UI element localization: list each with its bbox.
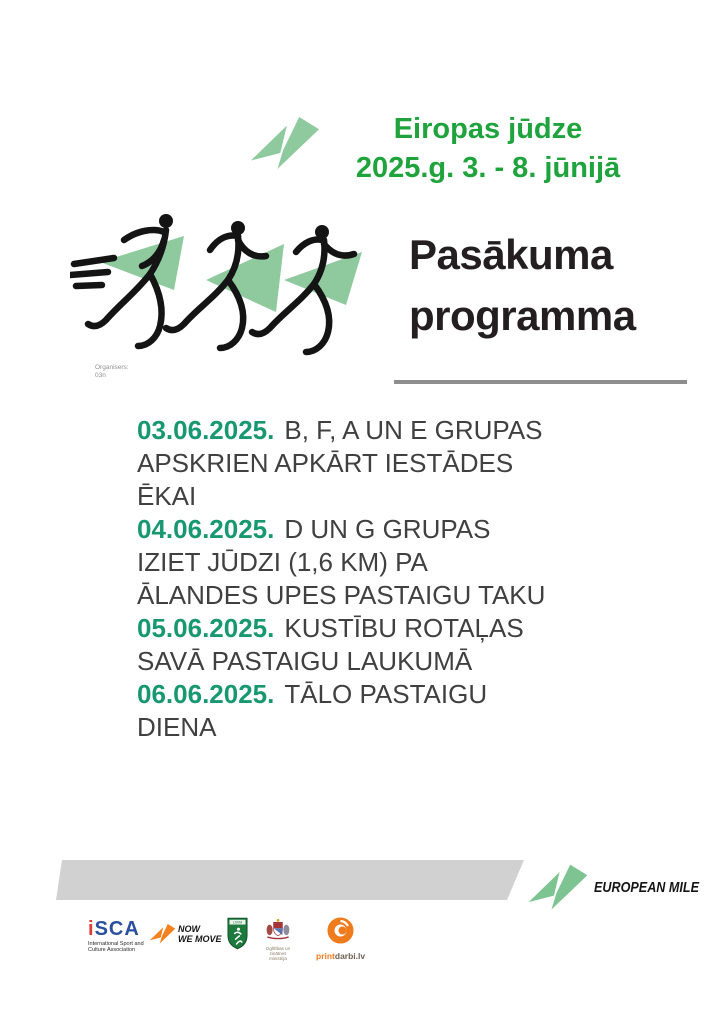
schedule-text: SAVĀ PASTAIGU LAUKUMĀ — [137, 646, 473, 676]
coat-of-arms-icon — [263, 918, 293, 940]
isca-subtext: Culture Association — [88, 947, 136, 953]
european-mile-logo — [527, 863, 719, 912]
page-title — [409, 224, 636, 346]
event-title-line1: Eiropas jūdze — [393, 113, 583, 145]
schedule-entry — [137, 678, 597, 744]
schedule-entry — [137, 414, 597, 513]
printdarbi-logo — [316, 917, 364, 961]
divider-line — [394, 380, 687, 384]
organisers-value: 03n — [95, 371, 106, 379]
ministry-subtext: Izglītības un zinātnes — [265, 946, 291, 956]
schedule-text: ĀLANDES UPES PASTAIGU TAKU — [137, 580, 546, 610]
schedule-text: TĀLO PASTAIGU — [284, 679, 488, 709]
schedule-text: DIENA — [137, 712, 217, 742]
schedule-date: 03.06.2025. — [137, 415, 275, 445]
schedule-list — [137, 414, 597, 744]
ministry-logo — [258, 918, 298, 961]
printdarbi-part1: print — [316, 951, 335, 961]
schedule-entry — [137, 513, 597, 612]
schedule-text: APSKRIEN APKĀRT IESTĀDES — [137, 448, 514, 478]
orange-ring-icon — [327, 917, 354, 944]
european-mile-label: EUROPEAN MILE — [594, 879, 700, 896]
event-title-line2: 2025.g. 3. - 8. jūnijā — [355, 152, 621, 184]
schedule-text: B, F, A UN E GRUPAS — [284, 415, 543, 445]
isca-subtext: International Sport and — [88, 941, 144, 947]
nwm-line2: WE MOVE — [178, 933, 222, 944]
footer-banner — [56, 860, 524, 900]
now-we-move-logo — [149, 924, 222, 944]
isca-logo — [88, 920, 148, 953]
ministry-subtext: ministrija — [269, 956, 287, 961]
isca-letters: SCA — [94, 918, 140, 940]
schedule-text: D UN G GRUPAS — [284, 514, 491, 544]
page-title-line2: programma — [409, 292, 636, 339]
event-title — [328, 110, 648, 188]
organisers-caption — [95, 364, 129, 379]
green-arrow-logo-icon — [527, 863, 589, 912]
schedule-date: 04.06.2025. — [137, 514, 275, 544]
school-sport-shield-logo — [227, 917, 248, 955]
schedule-text: IZIET JŪDZI (1,6 KM) PA — [137, 547, 428, 577]
schedule-text: KUSTĪBU ROTAĻAS — [284, 613, 524, 643]
schedule-entry — [137, 612, 597, 678]
green-arrow-logo-icon — [249, 117, 321, 170]
printdarbi-part2: darbi.lv — [334, 951, 366, 961]
shield-label: LSVM — [232, 920, 243, 925]
orange-arrow-icon — [149, 924, 176, 944]
schedule-text: ĒKAI — [137, 481, 197, 511]
nwm-line1: NOW — [178, 924, 200, 934]
schedule-date: 05.06.2025. — [137, 613, 275, 643]
isca-initial: i — [88, 918, 95, 940]
page-title-line1: Pasākuma — [409, 231, 613, 278]
organisers-label: Organisers: — [95, 364, 129, 371]
runners-illustration — [70, 208, 410, 388]
schedule-date: 06.06.2025. — [137, 679, 275, 709]
